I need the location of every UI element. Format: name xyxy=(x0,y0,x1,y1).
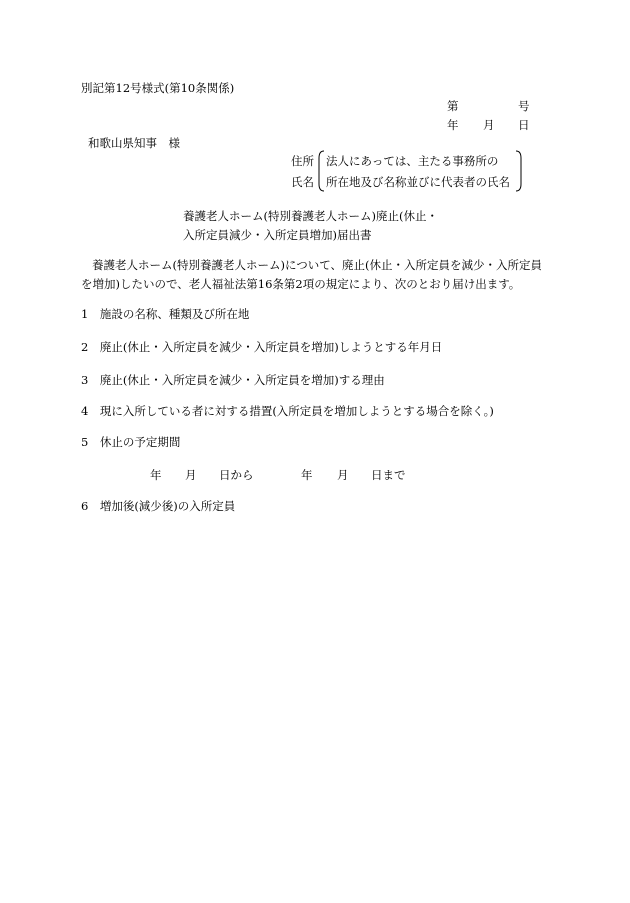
document-title-line1: 養護老人ホーム(特別養護老人ホーム)廃止(休止・ xyxy=(183,209,438,223)
period-end-day-label: 日まで xyxy=(371,468,406,482)
bracket-text-line1: 法人にあっては、主たる事務所の xyxy=(326,154,499,168)
body-text-line1: 養護老人ホーム(特別養護老人ホーム)について、廃止(休止・入所定員を減少・入所定員 xyxy=(92,258,542,272)
bracket-text-line2: 所在地及び名称並びに代表者の氏名 xyxy=(326,175,510,189)
period-end-month-label: 月 xyxy=(337,468,349,482)
form-label: 別記第12号様式(第10条関係) xyxy=(81,81,235,95)
list-item-2: 2 廃止(休止・入所定員を減少・入所定員を増加)しようとする年月日 xyxy=(81,340,443,354)
date-day-label: 日 xyxy=(518,118,530,132)
date-month-label: 月 xyxy=(483,118,495,132)
period-start-year-label: 年 xyxy=(150,468,162,482)
period-end-year-label: 年 xyxy=(301,468,313,482)
list-item-1: 1 施設の名称、種類及び所在地 xyxy=(81,307,250,321)
addressee: 和歌山県知事 様 xyxy=(88,136,180,150)
list-item-3: 3 廃止(休止・入所定員を減少・入所定員を増加)する理由 xyxy=(81,373,385,387)
period-start-day-label: 日から xyxy=(219,468,254,482)
name-label: 氏名 xyxy=(291,175,314,189)
document-number-gou: 号 xyxy=(518,99,530,113)
body-text-line2: を増加)したいので、老人福祉法第16条第2項の規定により、次のとおり届け出ます。 xyxy=(81,277,521,291)
list-item-6: 6 増加後(減少後)の入所定員 xyxy=(81,499,236,513)
period-start-month-label: 月 xyxy=(185,468,197,482)
address-label: 住所 xyxy=(291,154,314,168)
document-number-dai: 第 xyxy=(447,99,459,113)
list-item-5: 5 休止の予定期間 xyxy=(81,435,181,449)
list-item-4: 4 現に入所している者に対する措置(入所定員を増加しようとする場合を除く。) xyxy=(81,404,494,418)
date-year-label: 年 xyxy=(447,118,459,132)
document-title-line2: 入所定員減少・入所定員増加)届出書 xyxy=(183,228,372,242)
